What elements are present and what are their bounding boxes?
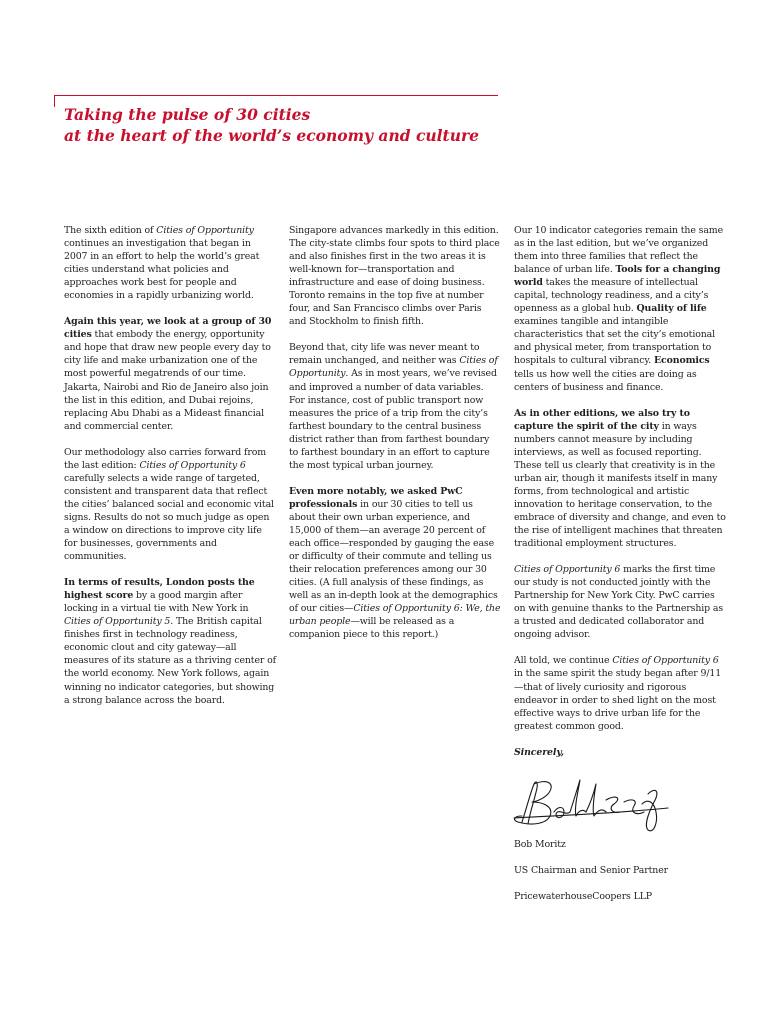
text-column-2 xyxy=(289,224,501,654)
text-column-3 xyxy=(514,224,726,916)
paragraph: In terms of results, London posts the highest score by a good margin after locking in a virtual tie with New York in Cities of Opportunity 5. The British capital finishes first in technology readiness, economic clout and city gateway—all measures of its stature as a thriving center of the world economy. New York follows, again winning no indicator categories, but showing a strong balance across the board. xyxy=(64,577,276,706)
paragraph: Our 10 indicator categories remain the same as in the last edition, but we’ve organized them into three families that reflect the balance of urban life. Tools for a changing world takes the measure of intellectual capital, technology readiness, and a city’s openness as a global hub. Quality of life examines tangible and intangible characteristics that set the city’s emotional and physical meter, from transportation to hospitals to cultural vibrancy. Economics tells us how well the cities are doing as centers of business and finance. xyxy=(514,225,724,393)
emphasis: Again this year, we look at a group of 30 cities xyxy=(64,316,272,341)
emphasis: Even more notably, we asked PwC professionals xyxy=(289,485,463,510)
emphasis: In terms of results, London posts the highest score xyxy=(64,577,255,602)
emphasis: Quality of life xyxy=(636,303,707,315)
page-title xyxy=(64,104,524,146)
paragraph: As in other editions, we also try to capture the spirit of the city in ways numbers cannot measure by including interviews, as well as focused reporting. These tell us clearly that creativity is in the urban air, though it manifests itself in many forms, from technological and artistic innovation to heritage conservation, to the embrace of diversity and change, and even to the rise of intelligent machines that threaten traditional employment structures. xyxy=(514,407,726,550)
publication-title: Cities of Opportunity 6 xyxy=(514,564,621,576)
emphasis: Economics xyxy=(654,355,710,367)
paragraph: Cities of Opportunity 6 marks the first time our study is not conducted jointly with the Partnership for New York City. PwC carries on with genuine thanks to the Partnership as a trusted and dedicated collaborator and ongoing advisor. xyxy=(514,564,724,641)
publication-title: Cities of Opportunity 6 xyxy=(612,655,719,667)
header-rule-tick xyxy=(54,95,55,107)
paragraph: Beyond that, city life was never meant to remain unchanged, and neither was Cities of Opportunity. As in most years, we’ve revised and improved a number of data variables. For instance, cost of public transport now measures the price of a trip from the city’s farthest boundary to the central business district rather than from farthest boundary to farthest boundary in an effort to capture the most typical urban journey. xyxy=(289,342,498,471)
paragraph: Even more notably, we asked PwC professionals in our 30 cities to tell us about their own urban experience, and 15,000 of them—an average 20 percent of each office—responded by gauging the ease or difficulty of their commute and telling us their relocation preferences among our 30 cities. (A full analysis of these findings, as well as an in-depth look at the demographics of our cities—Cities of Opportunity 6: We, the urban people—will be released as a companion piece to this report.) xyxy=(289,485,501,641)
paragraph: Again this year, we look at a group of 30 cities that embody the energy, opportunity and hope that draw new people every day to city life and make urbanization one of the most powerful megatrends of our time. Jakarta, Nairobi and Rio de Janeiro also join the list in this edition, and Dubai rejoins, replacing Abu Dhabi as a Mideast financial and commercial center. xyxy=(64,316,272,432)
publication-title: Cities of Opportunity xyxy=(289,355,498,380)
publication-title: Cities of Opportunity 6 xyxy=(139,459,246,471)
paragraph: Singapore advances markedly in this edition. The city-state climbs four spots to third place and also finishes first in the two areas it is well-known for—transportation and infrastructure and ease of doing business. Toronto remains in the top five at number four, and San Francisco climbs over Paris and Stockholm to finish fifth. xyxy=(289,225,500,328)
signature-image xyxy=(508,772,678,836)
emphasis: Tools for a changing world xyxy=(514,264,721,289)
publication-title: Cities of Opportunity 6: We, the urban people xyxy=(289,603,501,628)
title-line-2: at the heart of the world’s economy and culture xyxy=(64,126,480,145)
signer-company: PricewaterhouseCoopers LLP xyxy=(514,890,652,902)
signer-title: US Chairman and Senior Partner xyxy=(514,864,668,876)
signer-name: Bob Moritz xyxy=(514,838,566,850)
publication-title: Cities of Opportunity 5 xyxy=(64,616,171,628)
closing: Sincerely, xyxy=(514,746,564,758)
text-column-1 xyxy=(64,224,276,720)
header-rule xyxy=(54,95,498,96)
paragraph: The sixth edition of Cities of Opportunity continues an investigation that began in 2007 in an effort to help the world’s great cities understand what policies and approaches work best for people and economies in a rapidly urbanizing world. xyxy=(64,225,260,302)
title-line-1: Taking the pulse of 30 cities xyxy=(64,105,311,124)
paragraph: All told, we continue Cities of Opportunity 6 in the same spirit the study began after 9/11—that of lively curiosity and rigorous endeavor in order to shed light on the most effective ways to drive urban life for the greatest common good. xyxy=(514,655,722,732)
paragraph: Our methodology also carries forward from the last edition: Cities of Opportunity 6 carefully selects a wide range of targeted, consistent and transparent data that reflect the cities’ balanced social and economic vital signs. Results do not so much judge as open a window on directions to improve city life for businesses, governments and communities. xyxy=(64,446,274,563)
publication-title: Cities of Opportunity xyxy=(156,225,254,236)
emphasis: As in other editions, we also try to capture the spirit of the city xyxy=(514,407,690,432)
